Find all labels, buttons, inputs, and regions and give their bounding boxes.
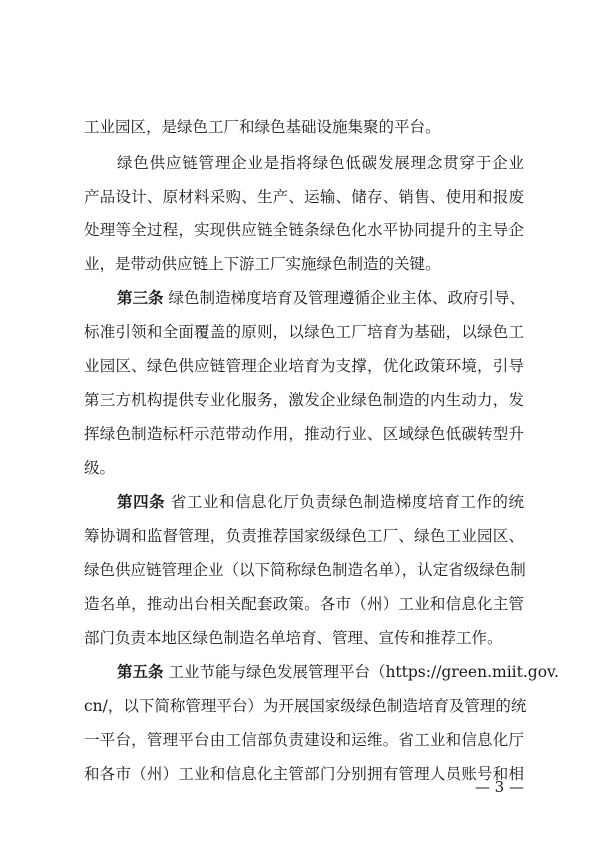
line-text: 处理等全过程，实现供应链全链条绿色化水平协同提升的主导企 — [84, 221, 524, 239]
line-text: 级。 — [84, 459, 116, 477]
line-text: 绿色制造梯度培育及管理遵循企业主体、政府引导、 — [163, 289, 525, 307]
line-text: cn/，以下简称管理平台）为开展国家级绿色制造培育及管理的统 — [84, 697, 527, 715]
text-line — [117, 153, 524, 173]
line-text: 省工业和信息化厅负责绿色制造梯度培育工作的统 — [165, 493, 524, 511]
page-number: — 3 — — [474, 778, 524, 796]
line-text: 挥绿色制造标杆示范带动作用，推动行业、区域绿色低碳转型升 — [84, 425, 524, 443]
text-line — [84, 594, 524, 614]
line-text: 绿色供应链管理企业（以下简称绿色制造名单），认定省级绿色制 — [84, 561, 526, 579]
line-text: 和各市（州）工业和信息化主管部门分别拥有管理人员账号和相 — [84, 765, 524, 783]
text-line — [84, 117, 524, 137]
line-text: 工业园区，是绿色工厂和绿色基础设施集聚的平台。 — [84, 118, 441, 136]
text-line — [84, 390, 524, 410]
line-text: 产品设计、原材料采购、生产、运输、储存、销售、使用和报废 — [84, 188, 524, 206]
text-line — [84, 322, 524, 342]
text-line — [84, 458, 524, 478]
text-line — [84, 424, 524, 444]
line-text: 工业节能与绿色发展管理平台（https://green.miit.gov. — [163, 663, 559, 681]
text-line — [84, 628, 524, 648]
line-text: 业园区、绿色供应链管理企业培育为支撑，优化政策环境，引导 — [84, 357, 524, 375]
line-text: 业，是带动供应链上下游工厂实施绿色制造的关键。 — [84, 255, 441, 273]
text-line — [84, 730, 524, 750]
text-line — [84, 560, 524, 580]
line-text: 绿色供应链管理企业是指将绿色低碳发展理念贯穿于企业 — [117, 154, 524, 172]
line-text: 一平台，管理平台由工信部负责建设和运维。省工业和信息化厅 — [84, 731, 524, 749]
text-line — [84, 696, 527, 716]
text-line — [84, 220, 524, 240]
article-heading: 第五条 — [117, 663, 164, 681]
text-line — [117, 288, 524, 308]
article-heading: 第四条 — [117, 493, 166, 511]
text-line — [117, 662, 559, 682]
text-line — [84, 356, 524, 376]
line-text: 标准引领和全面覆盖的原则，以绿色工厂培育为基础，以绿色工 — [84, 323, 524, 341]
text-line — [84, 187, 524, 207]
line-text: 筹协调和监督管理，负责推荐国家级绿色工厂、绿色工业园区、 — [84, 527, 524, 545]
text-line — [84, 526, 524, 546]
line-text: 造名单，推动出台相关配套政策。各市（州）工业和信息化主管 — [84, 595, 524, 613]
text-line — [84, 254, 524, 274]
text-line — [117, 492, 524, 512]
article-heading: 第三条 — [117, 289, 164, 307]
line-text: 第三方机构提供专业化服务，激发企业绿色制造的内生动力，发 — [84, 391, 524, 409]
line-text: 部门负责本地区绿色制造名单培育、管理、宣传和推荐工作。 — [84, 629, 503, 647]
